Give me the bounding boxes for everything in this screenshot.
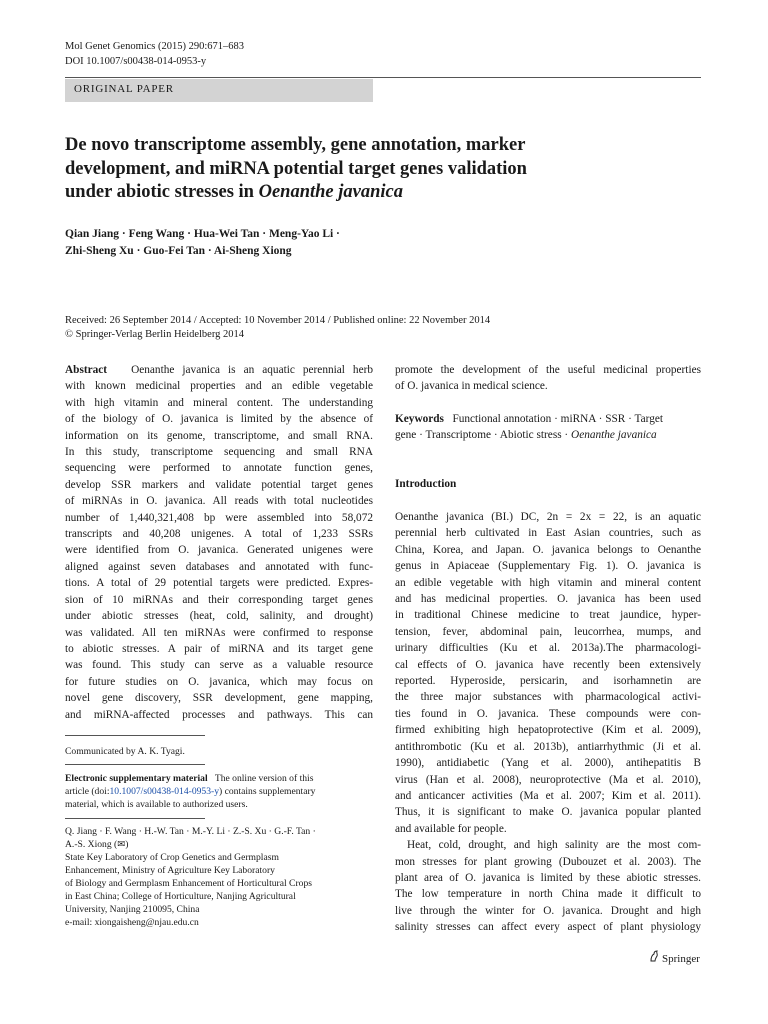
intro-line: salinity stresses can affect every aspect of plant physiology	[395, 921, 701, 934]
abstract-line: develop SSR markers and validate potential target genes	[65, 478, 373, 491]
keywords-line	[395, 427, 701, 443]
introduction-heading	[395, 476, 701, 492]
paper-title	[65, 134, 665, 205]
author-line: Zhi-Sheng Xu · Guo-Fei Tan · Ai-Sheng Xiong	[65, 245, 292, 257]
keywords	[395, 411, 701, 444]
intro-line: mon stresses for plant growing (Dubouzet et al. 2003). The	[395, 855, 701, 868]
esm-line	[65, 785, 375, 798]
esm-line: material, which is available to authorized users.	[65, 799, 248, 810]
intro-line: an edible vegetable with high vitamin and mineral content	[395, 576, 701, 589]
affiliation-line: State Key Laboratory of Crop Genetics and Germplasm	[65, 852, 279, 863]
intro-line: The low temperature in north China made it difficult to	[395, 888, 701, 901]
intro-line: live through the winter for O. javanica. Drought and high	[395, 904, 701, 917]
intro-line: urinary difficulties (Ku et al. 2013a).The pharmacologi-	[395, 642, 701, 655]
dates-line: Received: 26 September 2014 / Accepted: 10 November 2014 / Published online: 22 November 2014	[65, 315, 491, 326]
abstract-line: aligned against seven databases and annotated with func-	[65, 560, 373, 573]
abstract-line: for future studies on O. javanica, which may focus on	[65, 675, 373, 688]
abstract-line: was validated. All ten miRNAs were confirmed to response	[65, 626, 373, 639]
footnote-rule	[65, 818, 205, 819]
esm-text: The online version of this	[214, 773, 314, 784]
section-heading: Introduction	[395, 478, 457, 490]
communicated-by: Communicated by A. K. Tyagi.	[65, 746, 185, 757]
footnote-rule	[65, 735, 205, 736]
intro-line: genus in Apiaceae (Supplementary Fig. 1). O. javanica is	[395, 560, 701, 573]
esm-doi-link[interactable]: 10.1007/s00438-014-0953-y	[109, 786, 220, 797]
intro-line: and has medicinal properties. O. javanica has been used	[395, 593, 701, 606]
intro-line: reported. Hyperoside, persicarin, and isorhamnetin are	[395, 675, 701, 688]
author-line: Qian Jiang · Feng Wang · Hua-Wei Tan · Meng-Yao Li ·	[65, 228, 340, 240]
abstract-line: to abiotic stresses. A pair of miRNA and its target gene	[65, 642, 373, 655]
abstract-line: sequencing were performed to annotate function genes,	[65, 462, 373, 475]
keywords-species: Oenanthe javanica	[571, 429, 657, 442]
intro-line: virus (Han et al. 2008), neuroprotective (Ma et al. 2010),	[395, 773, 701, 786]
intro-line: Thus, it is significant to make O. javanica popular planted	[395, 806, 701, 819]
header-rule	[65, 77, 701, 78]
esm-heading: Electronic supplementary material	[65, 773, 208, 784]
esm-text: article (doi:	[65, 786, 110, 797]
abstract-continuation	[395, 362, 701, 395]
intro-line: ties found in O. javanica. These compounds were con-	[395, 707, 701, 720]
abstract-line: with known medicinal properties and an edible vegetable	[65, 380, 373, 393]
abstract-line: In this study, transcriptome sequencing and small RNA	[65, 446, 373, 459]
abstract-line: information on its genome, transcriptome, and small RNA.	[65, 429, 373, 442]
intro-line: China, Korea, and Japan. O. javanica belongs to Oenanthe	[395, 543, 701, 556]
title-line: De novo transcriptome assembly, gene annotation, marker	[65, 135, 526, 155]
keywords-heading: Keywords	[395, 413, 444, 425]
abstract-line: novel gene discovery, SSR development, gene mapping,	[65, 692, 373, 705]
intro-line: cal effects of O. javanica have recently been extensively	[395, 658, 701, 671]
intro-line: and available for people.	[395, 822, 507, 835]
affiliation	[65, 825, 375, 929]
section-label: ORIGINAL PAPER	[74, 83, 174, 95]
intro-line: tension, fever, abdominal pain, leucorrhea, mumps, and	[395, 625, 701, 638]
journal-citation: Mol Genet Genomics (2015) 290:671–683	[65, 41, 245, 52]
affiliation-line: e-mail: xiongaisheng@njau.edu.cn	[65, 917, 199, 928]
publisher-label: Springer	[662, 953, 700, 965]
text-span: Oenanthe javanica is an aquatic perennial herb	[131, 364, 373, 376]
affiliation-line: University, Nanjing 210095, China	[65, 904, 200, 915]
keywords-text: gene · Transcriptome · Abiotic stress ·	[395, 429, 572, 442]
esm-line	[65, 772, 375, 785]
abstract-line: number of 1,440,321,408 bp were assembled into 58,072	[65, 511, 373, 524]
esm-text: ) contains supplementary	[219, 786, 316, 797]
abstract-line: of O. javanica in medical science.	[395, 380, 548, 393]
abstract-line: was found. This study can serve as a valuable resource	[65, 659, 373, 672]
abstract-line	[65, 362, 373, 378]
intro-line: Heat, cold, drought, and high salinity are the most com-	[407, 839, 701, 852]
keywords-text: Functional annotation · miRNA · SSR · Target	[452, 413, 664, 425]
abstract-line: and miRNA-affected processes and pathways. This can	[65, 708, 373, 721]
intro-line: firmed exhibiting high hepatoprotective (Kim et al. 2009),	[395, 724, 701, 737]
intro-line: in traditional Chinese medicine to treat jaundice, hyper-	[395, 609, 701, 622]
springer-horse-icon	[649, 950, 659, 967]
abstract-line: were identified from O. javanica. Generated unigenes were	[65, 544, 373, 557]
title-line: development, and miRNA potential target genes validation	[65, 158, 527, 179]
keywords-line	[395, 411, 701, 427]
publication-dates	[65, 314, 490, 342]
intro-line: Oenanthe javanica (BI.) DC, 2n = 2x = 22, is an aquatic	[395, 511, 701, 523]
esm-note	[65, 772, 375, 811]
abstract-line: sion of 10 miRNAs and their corresponding target genes	[65, 593, 373, 606]
abstract-line: transcripts and 40,208 unigenes. A total of 1,233 SSRs	[65, 528, 373, 541]
intro-line: perennial herb cultivated in East Asian countries, such as	[395, 527, 701, 540]
title-species: Oenanthe javanica	[258, 182, 403, 202]
intro-line: and anticancer activities (Ma et al. 2007; Kim et al. 2011).	[395, 789, 701, 802]
introduction-body	[395, 509, 701, 936]
copyright-line: © Springer-Verlag Berlin Heidelberg 2014	[65, 329, 245, 340]
abstract-line: of the biology of O. javanica is limited by the absence of	[65, 413, 373, 426]
abstract-line: under abiotic stresses (heat, cold, salinity, and drought)	[65, 610, 373, 623]
footnote-rule	[65, 764, 205, 765]
abstract-line: of miRNAs in O. javanica. All reads with total nucleotides	[65, 495, 373, 508]
section-banner	[65, 79, 373, 102]
title-text: under abiotic stresses in	[65, 182, 259, 202]
title-line	[65, 181, 665, 205]
intro-line: the three major substances with pharmacological activi-	[395, 691, 701, 704]
affiliation-line: Q. Jiang · F. Wang · H.-W. Tan · M.-Y. Li · Z.-S. Xu · G.-F. Tan ·	[65, 826, 316, 837]
doi: DOI 10.1007/s00438-014-0953-y	[65, 56, 207, 67]
abstract	[65, 362, 373, 723]
abstract-line: with high vitamin and mineral content. The understanding	[65, 396, 373, 409]
abstract-line: promote the development of the useful medicinal properties	[395, 364, 701, 376]
affiliation-line: of Biology and Germplasm Enhancement of Horticultural Crops	[65, 878, 312, 889]
intro-line: plant area of O. javanica is limited by these abiotic stresses.	[395, 871, 701, 884]
affiliation-line: in East China; College of Horticulture, Nanjing Agricultural	[65, 891, 296, 902]
publisher-mark	[649, 950, 700, 967]
intro-line: 1990), antidiabetic (Yang et al. 2000), antihepatitis B	[395, 757, 701, 770]
abstract-line: tions. A total of 29 potential targets were predicted. Expres-	[65, 577, 373, 590]
author-list	[65, 226, 340, 260]
affiliation-line: A.-S. Xiong (✉)	[65, 839, 129, 850]
intro-line: antithrombotic (Ku et al. 2013b), antiarrhythmic (Ji et al.	[395, 740, 701, 753]
affiliation-line: Enhancement, Ministry of Agriculture Key Laboratory	[65, 865, 275, 876]
section-heading: Abstract	[65, 364, 108, 376]
